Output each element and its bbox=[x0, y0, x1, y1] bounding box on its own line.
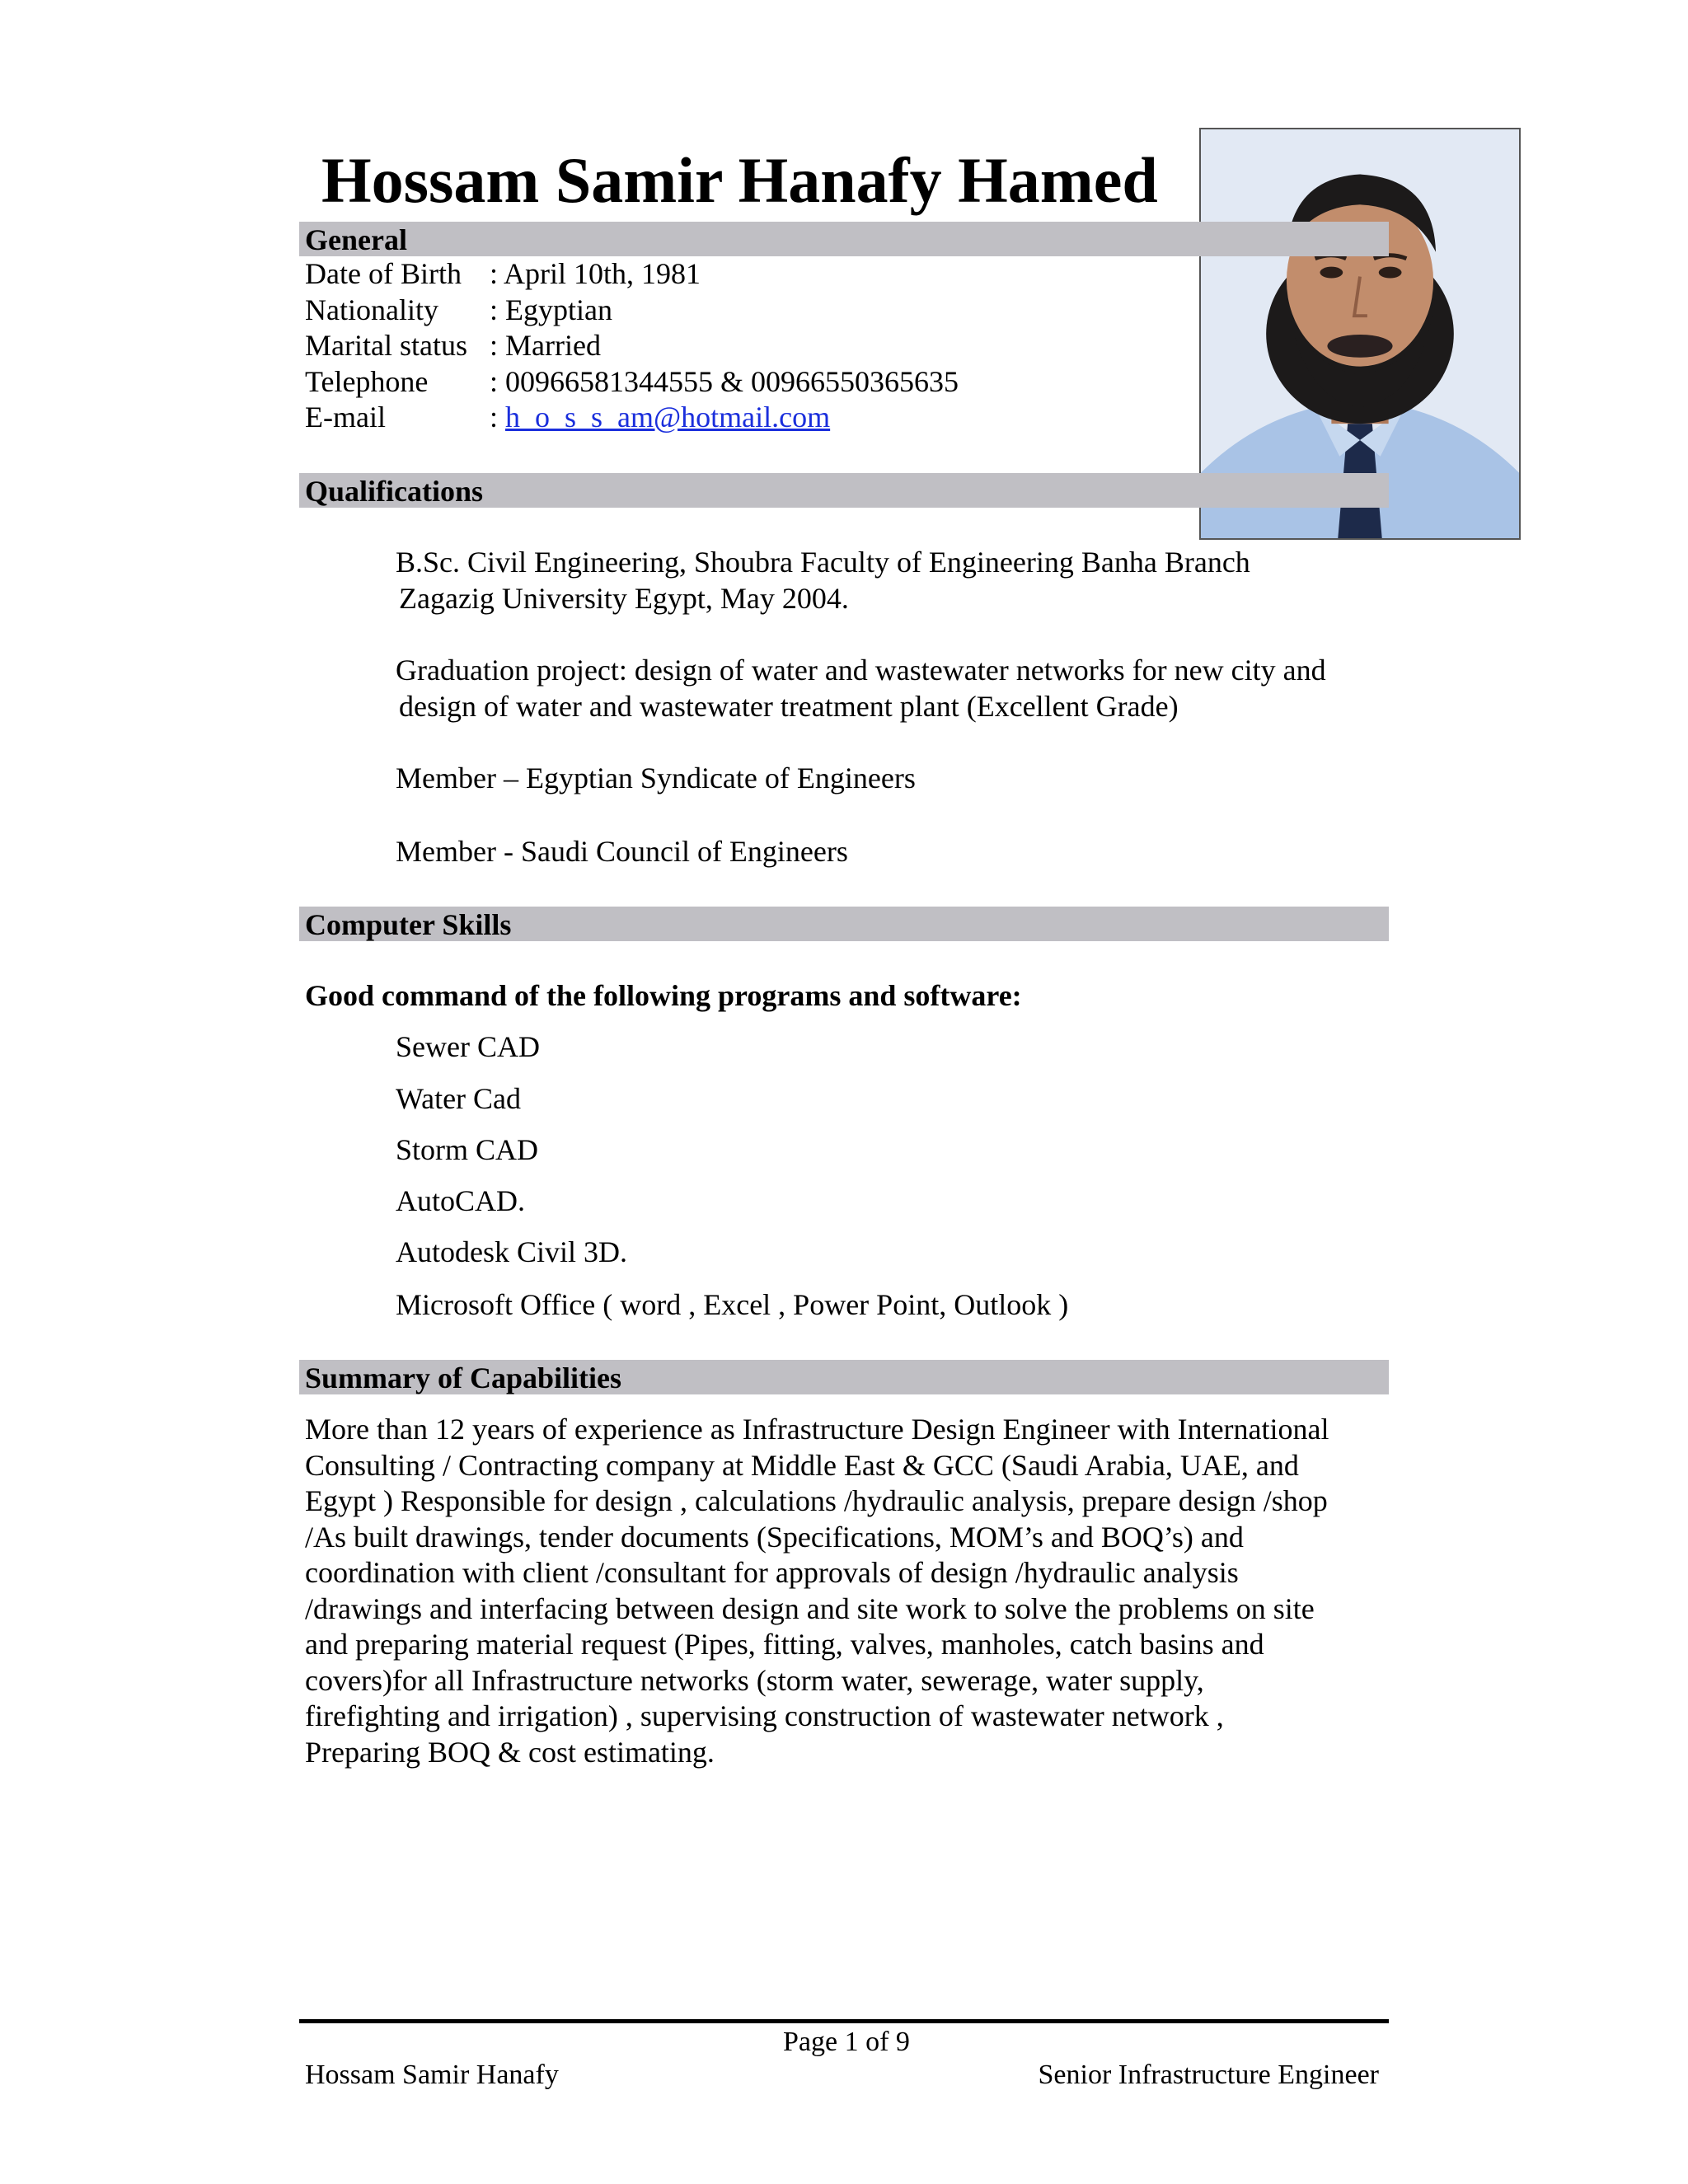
section-title: General bbox=[305, 223, 407, 256]
skill-item: Water Cad bbox=[396, 1082, 522, 1115]
summary-line: More than 12 years of experience as Infrastructure Design Engineer with International bbox=[305, 1413, 1329, 1446]
skill-item: Sewer CAD bbox=[396, 1030, 540, 1063]
marital-label: Marital status bbox=[305, 329, 467, 362]
project-line-1: Graduation project: design of water and wastewater networks for new city and bbox=[396, 654, 1326, 687]
section-title: Summary of Capabilities bbox=[305, 1361, 622, 1394]
skill-item: Storm CAD bbox=[396, 1133, 539, 1166]
degree-line-2: Zagazig University Egypt, May 2004. bbox=[399, 582, 849, 615]
summary-line: Consulting / Contracting company at Middle East & GCC (Saudi Arabia, UAE, and bbox=[305, 1448, 1299, 1482]
skill-item: AutoCAD. bbox=[396, 1184, 526, 1217]
section-title: Computer Skills bbox=[305, 908, 512, 941]
summary-line: Egypt ) Responsible for design , calculations /hydraulic analysis, prepare design /shop bbox=[305, 1484, 1328, 1517]
summary-line: /As built drawings, tender documents (Specifications, MOM’s and BOQ’s) and bbox=[305, 1520, 1244, 1554]
email-row bbox=[490, 400, 830, 435]
section-header-general bbox=[299, 222, 1389, 256]
summary-paragraph bbox=[305, 1412, 1393, 1770]
dob-value: : April 10th, 1981 bbox=[490, 257, 701, 290]
marital-value: : Married bbox=[490, 329, 601, 362]
section-header-computer-skills bbox=[299, 907, 1389, 941]
footer-title: Senior Infrastructure Engineer bbox=[1038, 2060, 1379, 2090]
project-line-2: design of water and wastewater treatment plant (Excellent Grade) bbox=[399, 690, 1179, 723]
membership-2: Member - Saudi Council of Engineers bbox=[396, 835, 848, 868]
page-number: Page 1 of 9 bbox=[783, 2027, 910, 2057]
section-header-summary bbox=[299, 1360, 1389, 1394]
email-label: E-mail bbox=[305, 401, 386, 434]
telephone-value: : 00966581344555 & 00966550365635 bbox=[490, 365, 959, 398]
summary-line: /drawings and interfacing between design and site work to solve the problems on site bbox=[305, 1591, 1315, 1625]
nationality-value: : Egyptian bbox=[490, 293, 612, 326]
summary-line: firefighting and irrigation) , supervising construction of wastewater network , bbox=[305, 1699, 1224, 1732]
summary-line: and preparing material request (Pipes, fitting, valves, manholes, catch basins and bbox=[305, 1628, 1264, 1661]
footer-name: Hossam Samir Hanafy bbox=[305, 2060, 559, 2090]
candidate-name: Hossam Samir Hanafy Hamed bbox=[321, 144, 1158, 216]
email-prefix: : bbox=[490, 401, 506, 434]
summary-line: Preparing BOQ & cost estimating. bbox=[305, 1735, 715, 1769]
telephone-label: Telephone bbox=[305, 365, 429, 398]
skills-intro: Good command of the following programs and software: bbox=[305, 979, 1022, 1012]
section-header-qualifications bbox=[299, 473, 1389, 508]
skill-item: Microsoft Office ( word , Excel , Power Point, Outlook ) bbox=[396, 1288, 1069, 1321]
footer-rule bbox=[299, 2019, 1389, 2023]
nationality-label: Nationality bbox=[305, 293, 438, 326]
dob-label: Date of Birth bbox=[305, 257, 462, 290]
email-link[interactable]: h_o_s_s_am@hotmail.com bbox=[505, 401, 831, 434]
membership-1: Member – Egyptian Syndicate of Engineers bbox=[396, 762, 916, 794]
summary-line: covers)for all Infrastructure networks (storm water, sewerage, water supply, bbox=[305, 1663, 1204, 1697]
skill-item: Autodesk Civil 3D. bbox=[396, 1235, 628, 1268]
degree-line-1: B.Sc. Civil Engineering, Shoubra Faculty of Engineering Banha Branch bbox=[396, 546, 1250, 579]
section-title: Qualifications bbox=[305, 475, 484, 508]
summary-line: coordination with client /consultant for approvals of design /hydraulic analysis bbox=[305, 1556, 1239, 1589]
